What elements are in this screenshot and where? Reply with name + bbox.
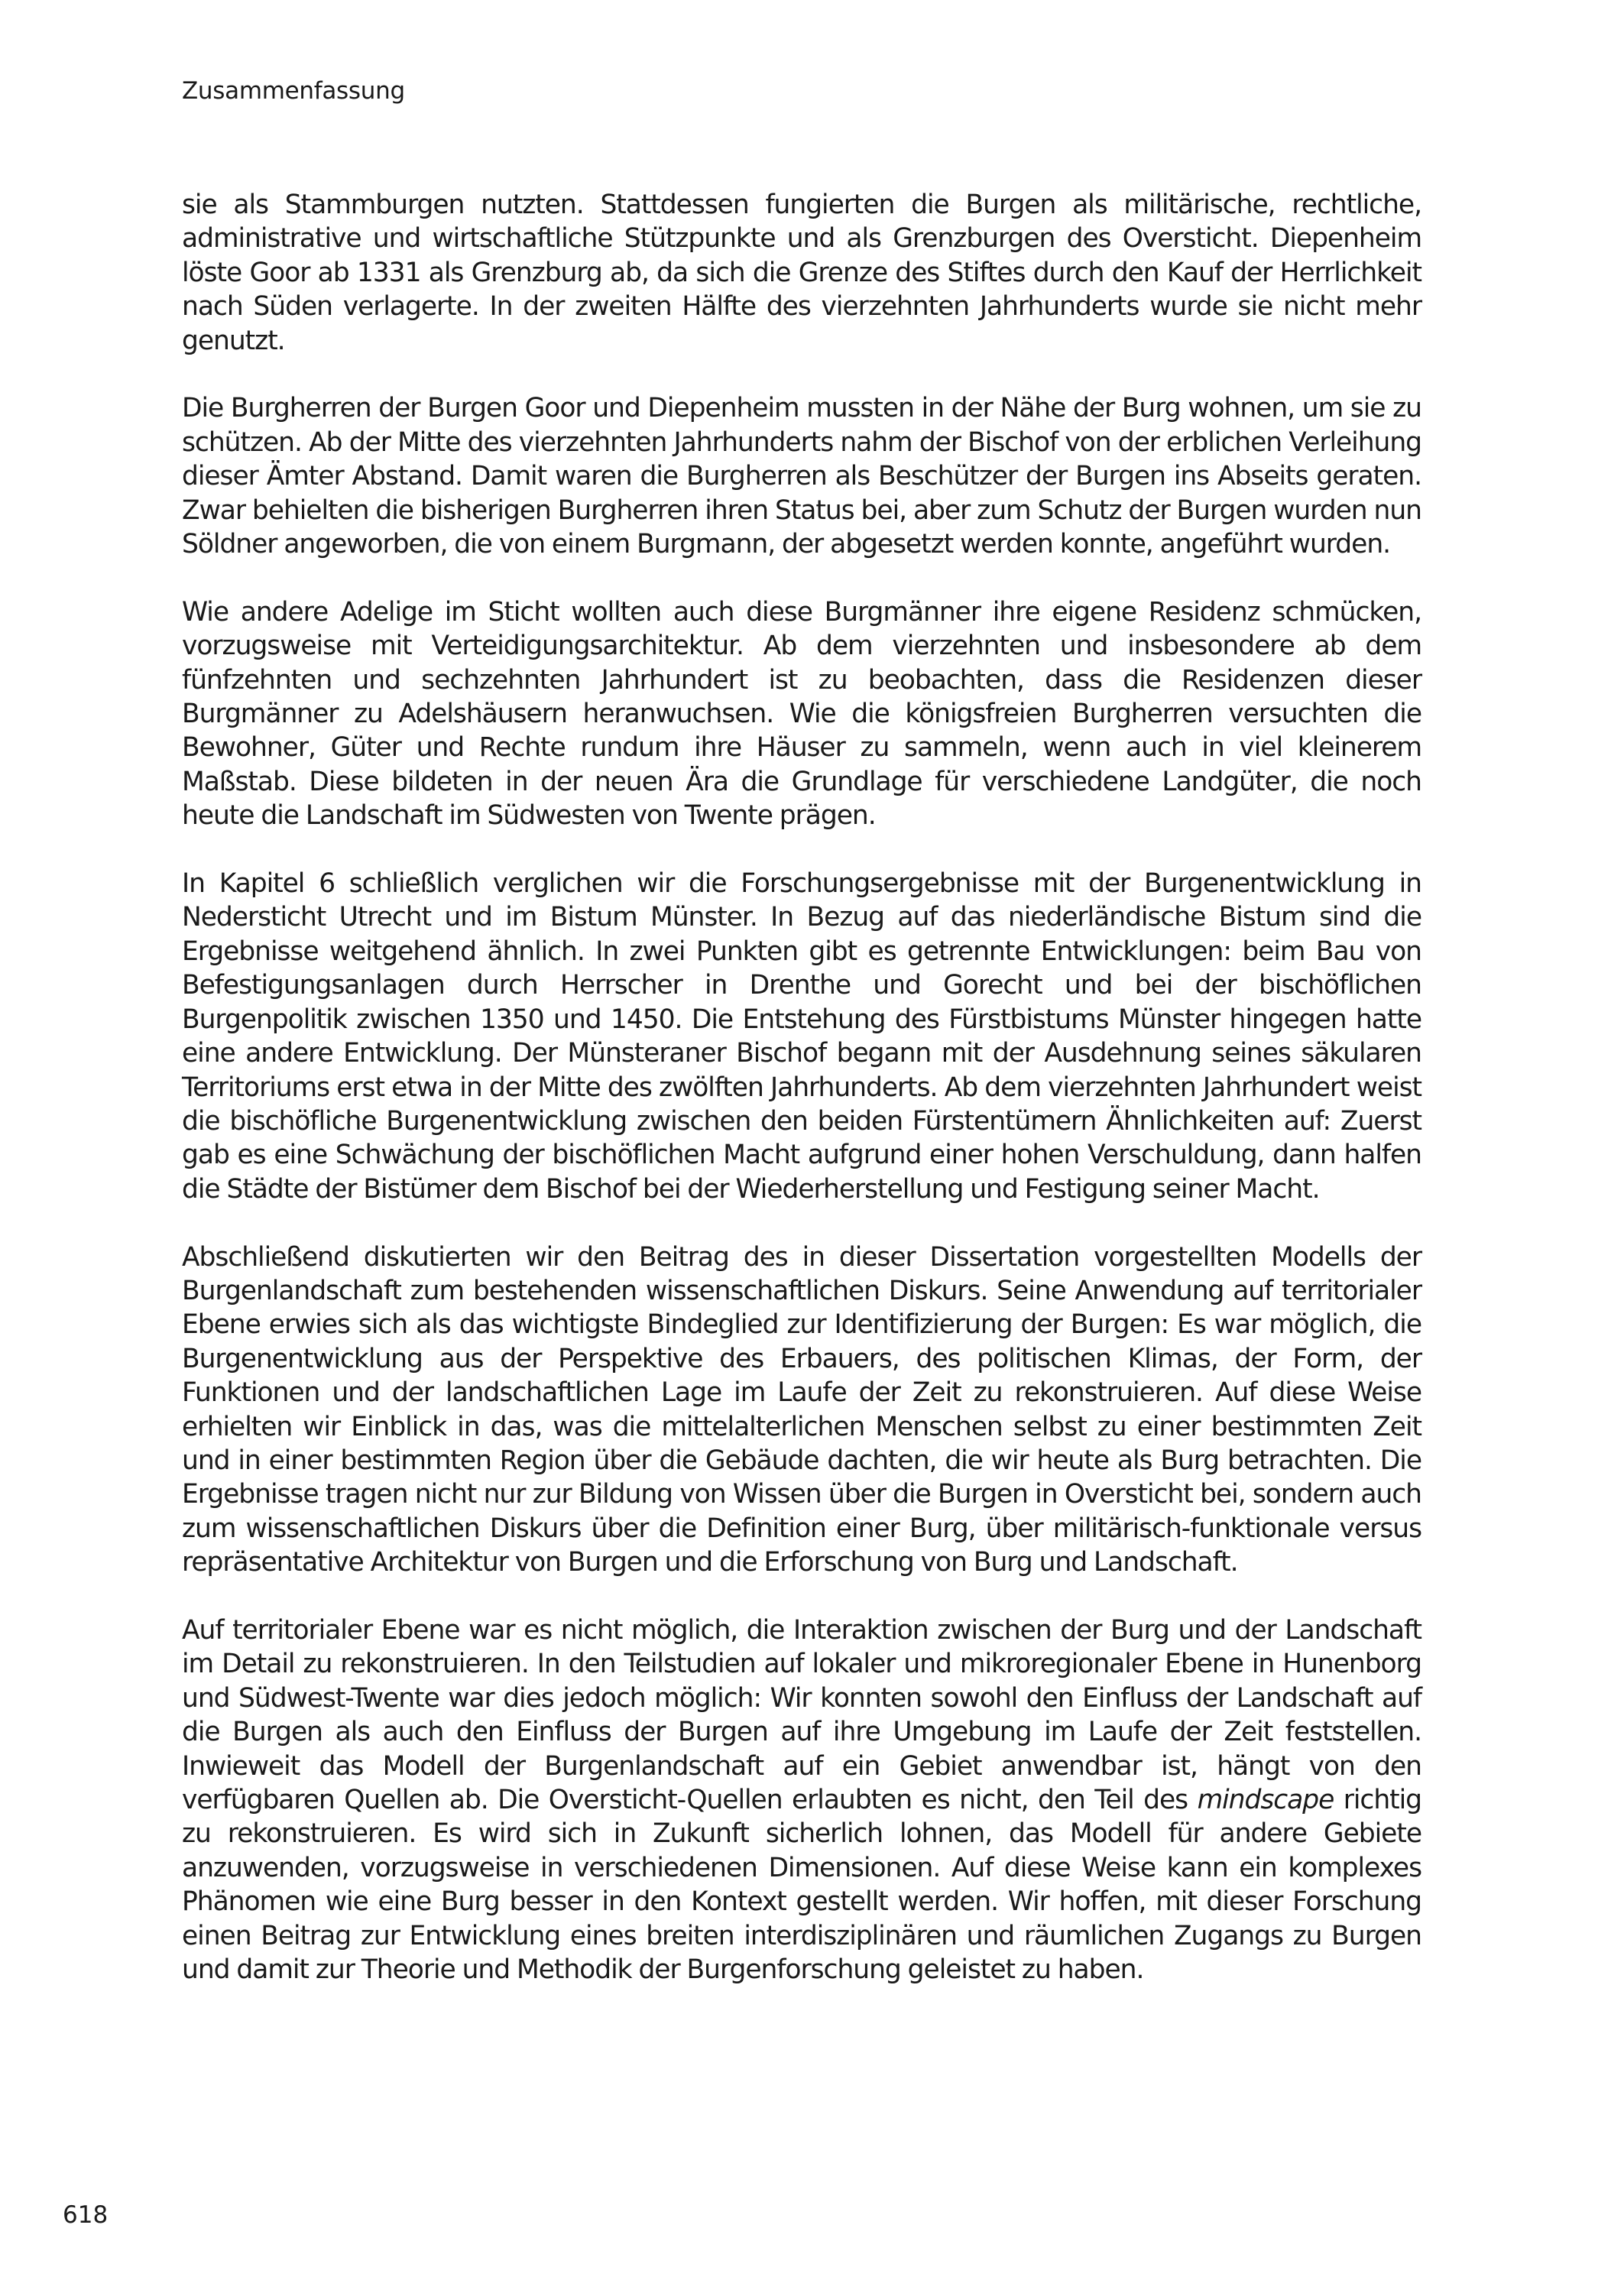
- conclusion-text-part-2: richtig zu rekonstruieren. Es wird sich in Zukunft sicherlich lohnen, das Modell für andere Gebiete anzuwenden, vorzugsweise in verschiedenen Dimensionen. Auf diese Weise kann ein komplexes Phänomen wie eine Burg besser in den Kontext gestellt werden. Wir hoffen, mit dieser Forschung einen Beitrag zur Entwicklung eines breiten interdisziplinären und räumlichen Zugangs zu Burgen und damit zur Theorie und Methodik der Burgenforschung geleistet zu haben.: [182, 1785, 1421, 1986]
- page-number: 618: [63, 2201, 109, 2229]
- paragraph-model-contribution: Abschließend diskutierten wir den Beitrag des in dieser Dissertation vorgestellten Modells der Burgenlandschaft zum bestehenden wissenschaftlichen Diskurs. Seine Anwendung auf territorialer Ebene erwies sich als das wichtigste Bindeglied zur Identifizierung der Burgen: Es war möglich, die Burgenentwicklung aus der Perspektive des Erbauers, des politischen Klimas, der Form, der Funktionen und der landschaftlichen Lage im Laufe der Zeit zu rekonstruieren. Auf diese Weise erhielten wir Einblick in das, was die mittelalterlichen Menschen selbst zu einer bestimmten Zeit und in einer bestimmten Region über die Gebäude dachten, die wir heute als Burg betrachten. Die Ergebnisse tragen nicht nur zur Bildung von Wissen über die Burgen in Oversticht bei, sondern auch zum wissenschaftlichen Diskurs über die Definition einer Burg, über militärisch-funktionale versus repräsentative Architektur von Burgen und die Erforschung von Burg und Landschaft.: [182, 1241, 1421, 1578]
- body-text: [182, 188, 1421, 2021]
- conclusion-text-part-1: Auf territorialer Ebene war es nicht möglich, die Interaktion zwischen der Burg und der Landschaft im Detail zu rekonstruieren. In den Teilstudien auf lokaler und mikroregionaler Ebene in Hunenborg und Südwest-Twente war dies jedoch möglich: Wir konnten sowohl den Einfluss der Landschaft auf die Burgen als auch den Einfluss der Burgen auf ihre Umgebung im Laufe der Zeit feststellen. Inwieweit das Modell der Burgenlandschaft auf ein Gebiet anwendbar ist, hängt von den verfügbaren Quellen ab. Die Oversticht-Quellen erlaubten es nicht, den Teil des: [182, 1614, 1421, 1816]
- paragraph-conclusion-outlook: [182, 1614, 1421, 1987]
- paragraph-chapter-6-comparison: In Kapitel 6 schließlich verglichen wir die Forschungsergebnisse mit der Burgenentwicklung in Nedersticht Utrecht und im Bistum Münster. In Bezug auf das niederländische Bistum sind die Ergebnisse weitgehend ähnlich. In zwei Punkten gibt es getrennte Entwicklungen: beim Bau von Befestigungsanlagen durch Herrscher in Drenthe und Gorecht und bei der bischöflichen Burgenpolitik zwischen 1350 und 1450. Die Entstehung des Fürstbistums Münster hingegen hatte eine andere Entwicklung. Der Münsteraner Bischof begann mit der Ausdehnung seines säkularen Territoriums erst etwa in der Mitte des zwölften Jahrhunderts. Ab dem vierzehnten Jahrhundert weist die bischöfliche Burgenentwicklung zwischen den beiden Fürstentümern Ähnlichkeiten auf: Zuerst gab es eine Schwächung der bischöflichen Macht aufgrund einer hohen Verschuldung, dann halfen die Städte der Bistümer dem Bischof bei der Wiederherstellung und Festigung seiner Macht.: [182, 868, 1421, 1205]
- paragraph-castle-lords: Die Burgherren der Burgen Goor und Diepenheim mussten in der Nähe der Burg wohnen, um sie zu schützen. Ab der Mitte des vierzehnten Jahrhunderts nahm der Bischof von der erblichen Verleihung dieser Ämter Abstand. Damit waren die Burgherren als Beschützer der Burgen ins Abseits geraten. Zwar behielten die bisherigen Burgherren ihren Status bei, aber zum Schutz der Burgen wurden nun Söldner angeworben, die von einem Burgmann, der abgesetzt werden konnte, angeführt wurden.: [182, 393, 1421, 560]
- paragraph-burgmen-residences: Wie andere Adelige im Sticht wollten auch diese Burgmänner ihre eigene Residenz schmücken, vorzugsweise mit Verteidigungsarchitektur. Ab dem vierzehnten und insbesondere ab dem fünfzehnten und sechzehnten Jahrhundert ist zu beobachten, dass die Residenzen dieser Burgmänner zu Adelshäusern heranwuchsen. Wie die königsfreien Burgherren versuchten die Bewohner, Güter und Rechte rundum ihre Häuser zu sammeln, wenn auch in viel kleinerem Maßstab. Diese bildeten in der neuen Ära die Grundlage für verschiedene Landgüter, die noch heute die Landschaft im Südwesten von Twente prägen.: [182, 596, 1421, 832]
- mindscape-term: mindscape: [1197, 1785, 1334, 1816]
- paragraph-castles-functions: sie als Stammburgen nutzten. Stattdessen fungierten die Burgen als militärische, rechtliche, administrative und wirtschaftliche Stützpunkte und als Grenzburgen des Oversticht. Diepenheim löste Goor ab 1331 als Grenzburg ab, da sich die Grenze des Stiftes durch den Kauf der Herrlichkeit nach Süden verlagerte. In der zweiten Hälfte des vierzehnten Jahrhunderts wurde sie nicht mehr genutzt.: [182, 190, 1421, 356]
- running-header-title: Zusammenfassung: [182, 77, 405, 105]
